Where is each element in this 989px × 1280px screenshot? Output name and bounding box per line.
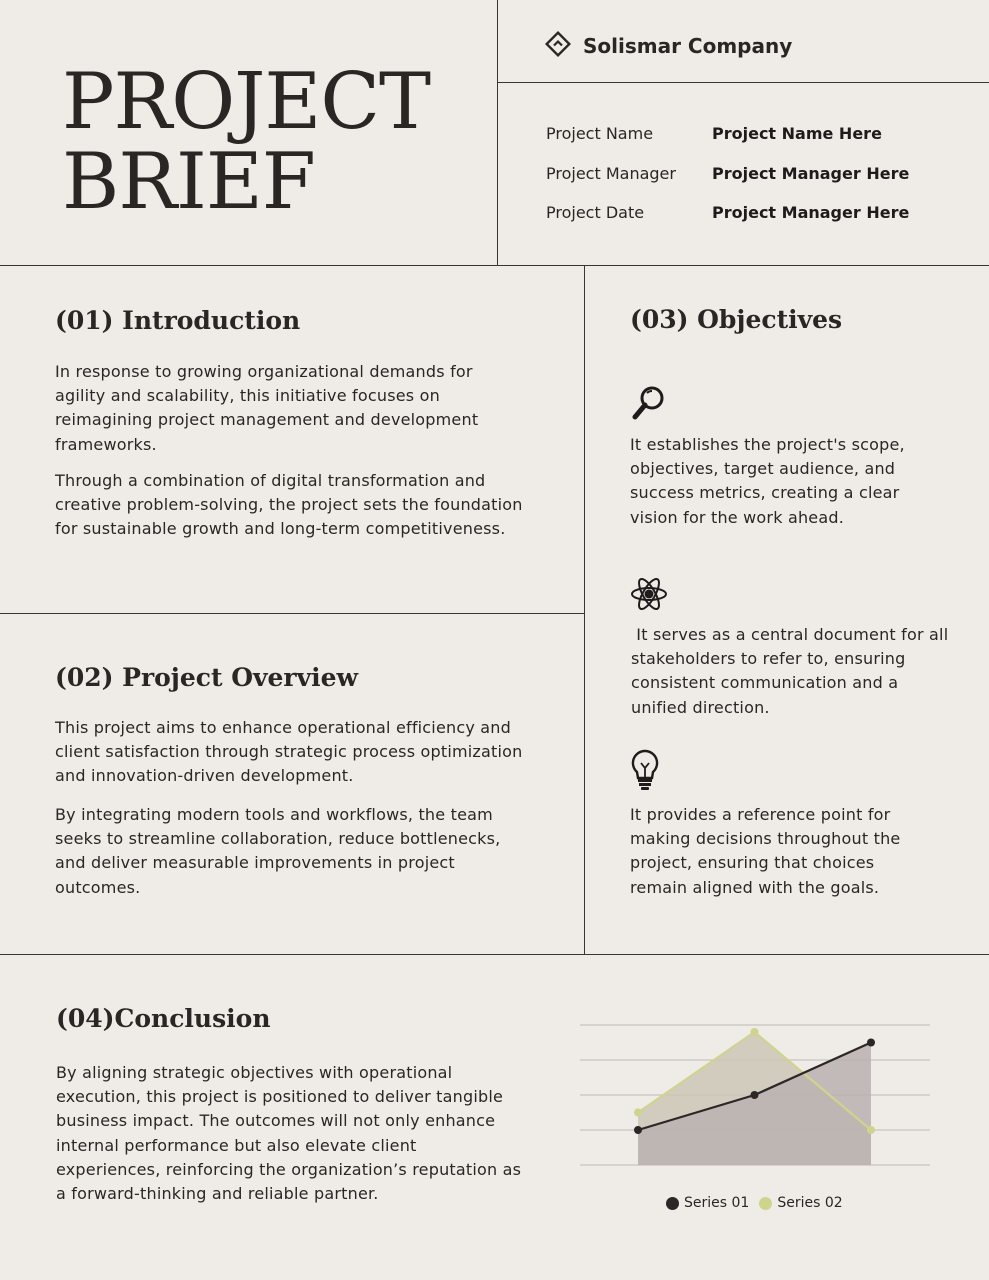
objective-text-1: It establishes the project's scope, objectives, target audience, and success metrics, creating a clear vision for the work ahead.	[630, 435, 905, 527]
legend-swatch-series-01	[666, 1197, 679, 1210]
legend-swatch-series-02	[759, 1197, 772, 1210]
info-value: Project Name Here	[712, 124, 882, 143]
objective-text-2: It serves as a central document for all stakeholders to refer to, ensuring consistent communication and a unified direction.	[631, 625, 954, 717]
title-line-1: PROJECT	[62, 57, 431, 147]
legend-label: Series 02	[777, 1195, 843, 1211]
info-row-project-name	[546, 124, 909, 164]
introduction-title: (01) Introduction	[55, 306, 301, 335]
info-value: Project Manager Here	[712, 203, 910, 222]
introduction-paragraph-1: In response to growing organizational demands for agility and scalability, this initiative focuses on reimagining project management and development frameworks.	[55, 362, 479, 454]
company-header	[545, 30, 792, 62]
lightbulb-icon	[630, 749, 660, 795]
data-point-series-2	[634, 1109, 642, 1117]
atom-icon	[630, 576, 668, 616]
company-name: Solismar Company	[583, 34, 793, 58]
line-area-chart	[578, 1010, 932, 1180]
data-point-series-1	[867, 1039, 875, 1047]
legend-item-series-01	[666, 1195, 749, 1211]
legend-item-series-02	[759, 1195, 842, 1211]
header-company-divider	[497, 82, 989, 83]
chart-legend	[666, 1195, 843, 1211]
objectives-title: (03) Objectives	[630, 305, 843, 334]
column-divider	[584, 265, 585, 954]
conclusion-title: (04)Conclusion	[56, 1004, 271, 1033]
magnifier-icon	[630, 384, 668, 426]
company-logo-icon	[545, 31, 571, 61]
info-label: Project Date	[546, 203, 645, 222]
overview-title: (02) Project Overview	[55, 663, 359, 692]
objective-text-3: It provides a reference point for making decisions throughout the project, ensuring that choices remain aligned with the goals.	[630, 805, 901, 897]
data-point-series-1	[634, 1126, 642, 1134]
intro-bottom-divider	[0, 613, 584, 614]
overview-paragraph-1: This project aims to enhance operational efficiency and client satisfaction through strategic process optimization and innovation-driven development.	[55, 718, 523, 786]
info-label: Project Manager	[546, 163, 676, 183]
introduction-paragraph-2: Through a combination of digital transformation and creative problem-solving, the project sets the foundation for sustainable growth and long-term competitiveness.	[55, 471, 523, 539]
middle-bottom-divider	[0, 954, 989, 955]
info-value: Project Manager Here	[712, 163, 910, 183]
legend-label: Series 01	[684, 1195, 750, 1211]
data-point-series-2	[867, 1126, 875, 1134]
data-point-series-2	[751, 1028, 759, 1036]
data-point-series-1	[751, 1091, 759, 1099]
conclusion-paragraph: By aligning strategic objectives with operational execution, this project is positioned to deliver tangible business impact. The outcomes will not only enhance internal performance but also elevate client experiences, reinforcing the organization’s reputation as a forward-thinking and reliable partner.	[56, 1063, 522, 1204]
title-line-2: BRIEF	[62, 137, 315, 227]
header-divider-vertical	[497, 0, 498, 265]
header-bottom-divider	[0, 265, 989, 266]
info-row-project-manager	[546, 164, 909, 204]
overview-paragraph-2: By integrating modern tools and workflows, the team seeks to streamline collaboration, reduce bottlenecks, and deliver measurable improvements in project outcomes.	[55, 805, 501, 897]
info-row-project-date	[546, 203, 909, 243]
info-label: Project Name	[546, 124, 654, 143]
project-info	[546, 124, 909, 243]
page-title	[62, 57, 431, 227]
